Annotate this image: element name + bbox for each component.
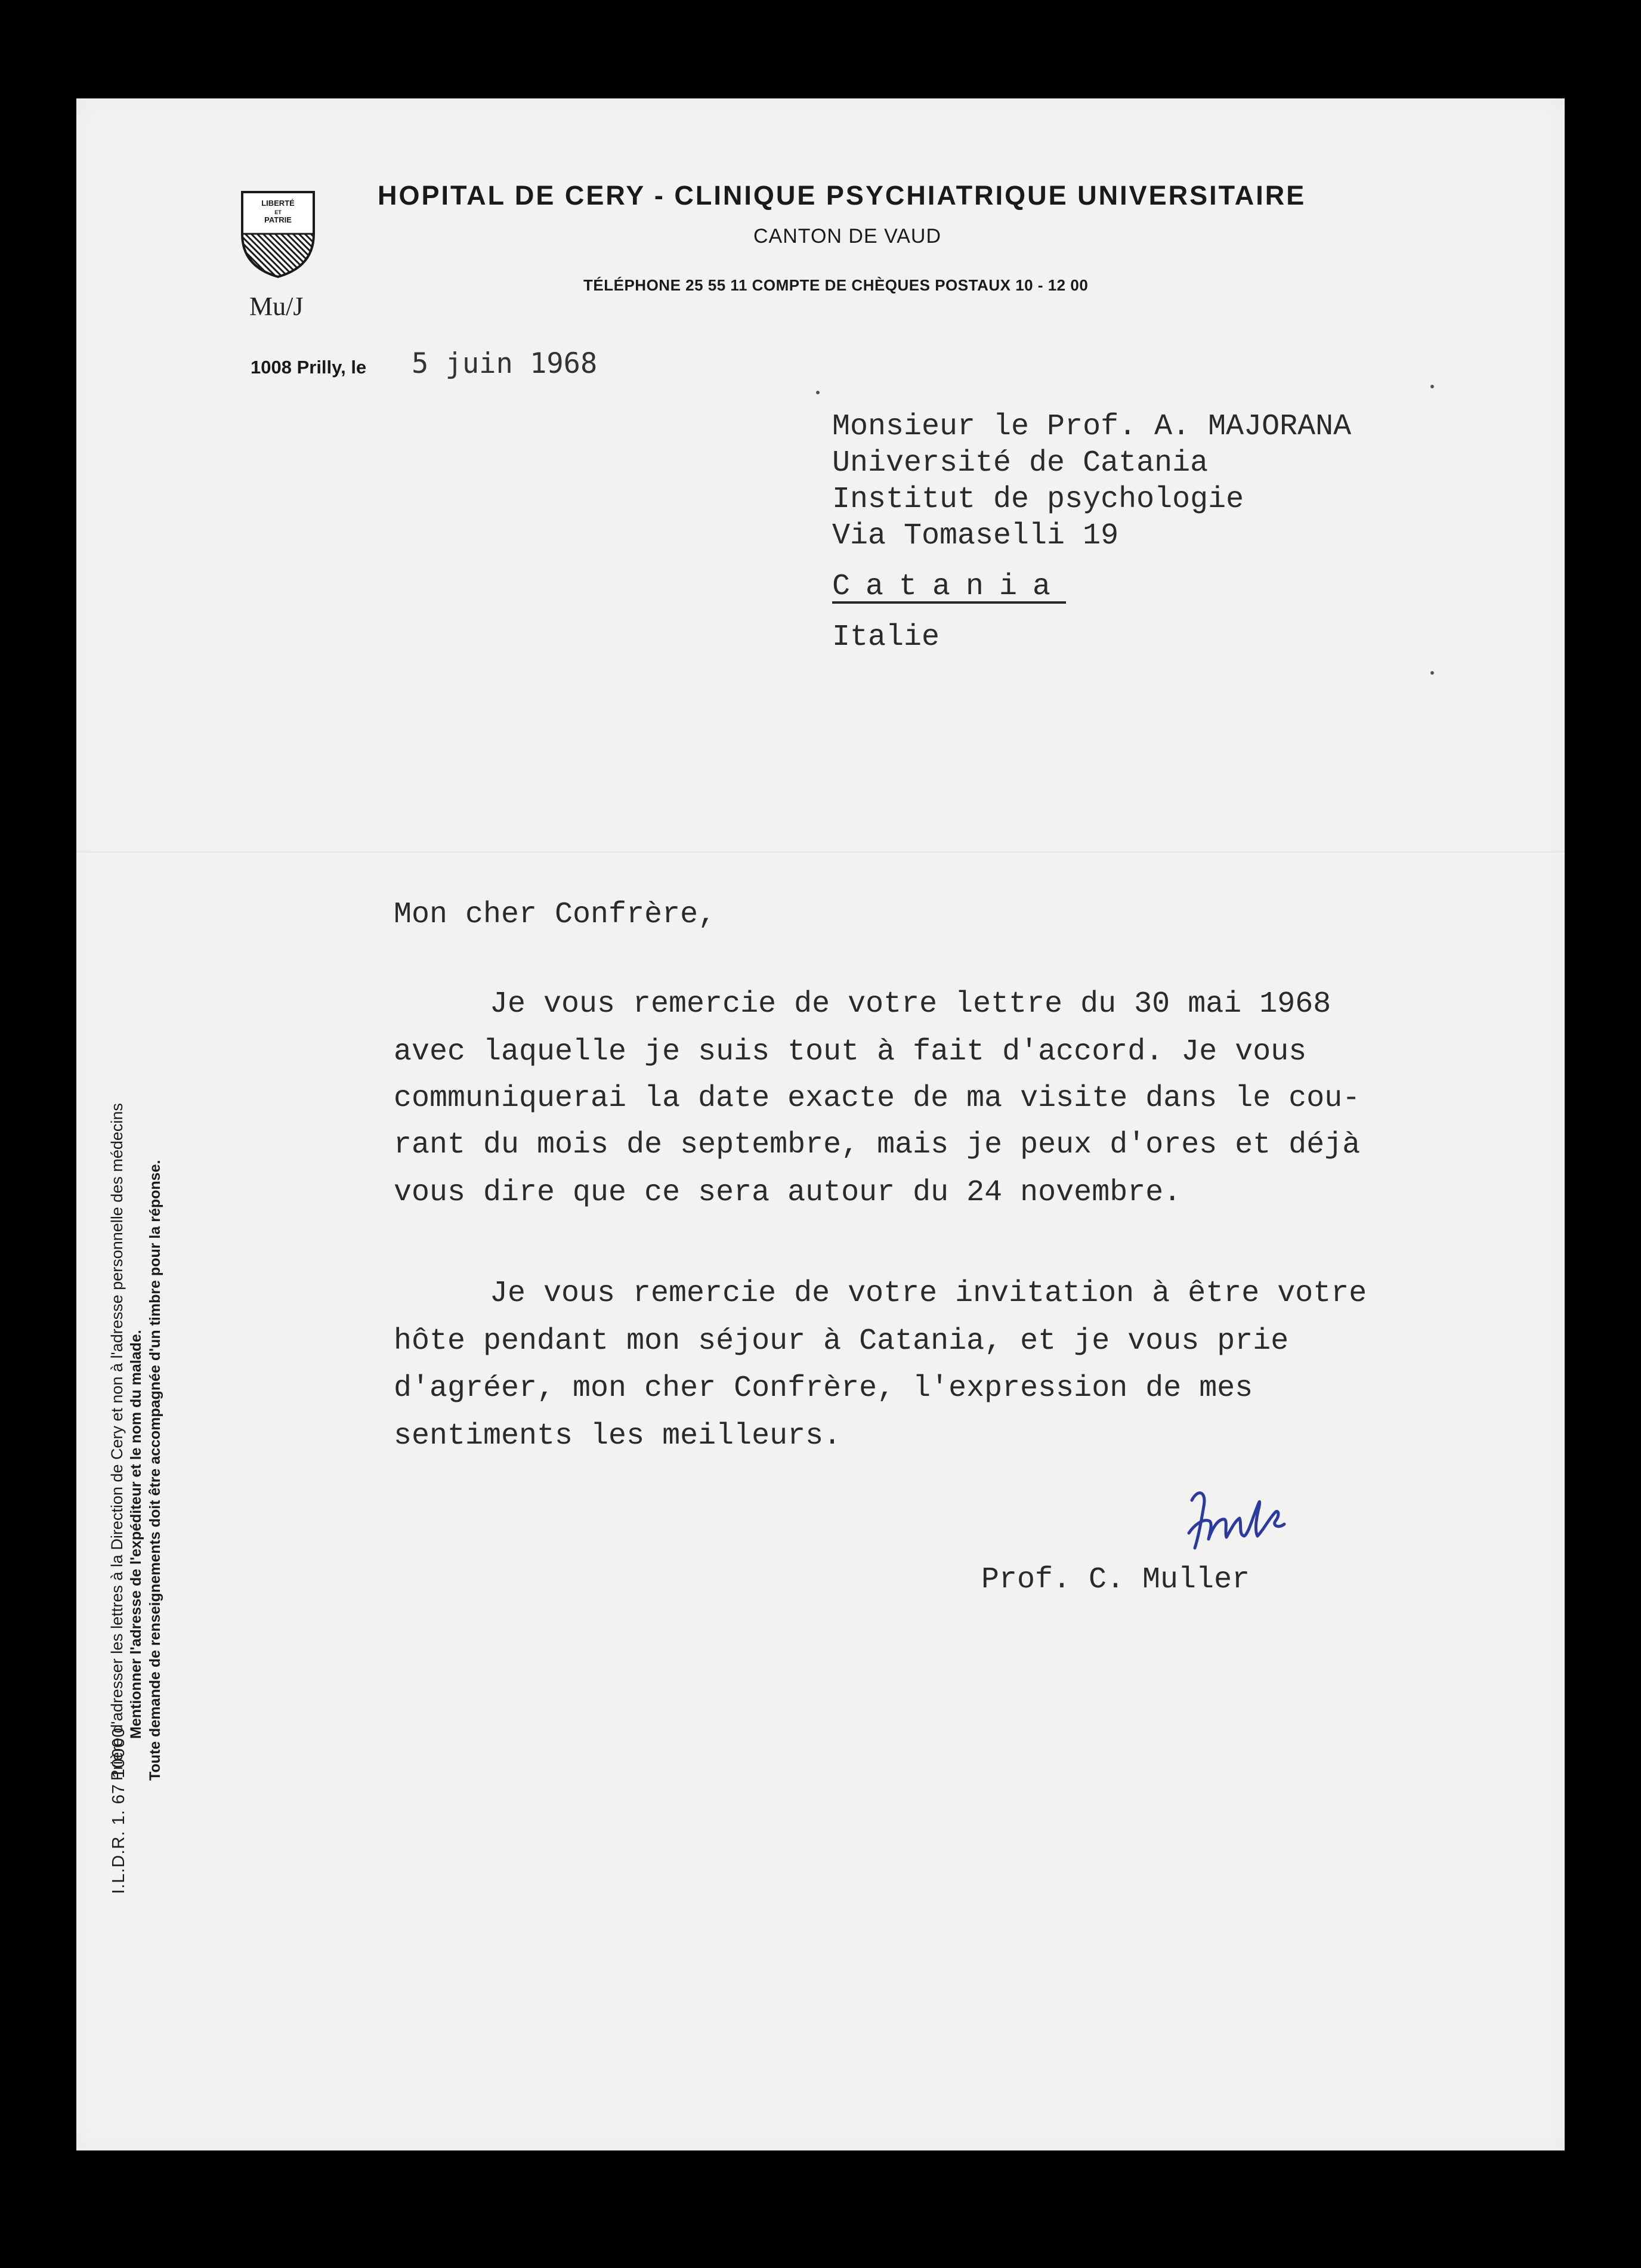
letter-date: 5 juin 1968 bbox=[412, 347, 598, 380]
recipient-line3: Institut de psychologie bbox=[832, 483, 1244, 517]
paragraph1-line1: Je vous remercie de votre lettre du 30 mai 1968 bbox=[490, 987, 1331, 1021]
paragraph2-line2: hôte pendant mon séjour à Catania, et je vous prie bbox=[394, 1324, 1289, 1358]
recipient-city: Catania bbox=[832, 570, 1067, 604]
salutation: Mon cher Confrère, bbox=[394, 898, 716, 932]
vaud-coat-of-arms-icon bbox=[239, 189, 317, 279]
recipient-line1: Monsieur le Prof. A. MAJORANA bbox=[832, 410, 1352, 444]
crest-line1: LIBERTÉ bbox=[261, 199, 295, 208]
paragraph1-line2: avec laquelle je suis tout à fait d'accord. Je vous bbox=[394, 1035, 1307, 1069]
reference-initials: Mu/J bbox=[249, 292, 304, 321]
paragraph2-line3: d'agréer, mon cher Confrère, l'expression de mes bbox=[394, 1371, 1253, 1405]
recipient-line2: Université de Catania bbox=[832, 446, 1209, 480]
paragraph2-line4: sentiments les meilleurs. bbox=[394, 1419, 842, 1453]
paragraph2-line1: Je vous remercie de votre invitation à être votre bbox=[490, 1277, 1367, 1311]
letter-sheet bbox=[76, 98, 1565, 2150]
letterhead-contact: TÉLÉPHONE 25 55 11 COMPTE DE CHÈQUES POSTAUX 10 - 12 00 bbox=[583, 276, 1089, 294]
place-label: 1008 Prilly, le bbox=[251, 357, 367, 378]
paragraph1-line4: rant du mois de septembre, mais je peux d'ores et déjà bbox=[394, 1128, 1361, 1162]
paper-fold bbox=[76, 851, 1565, 854]
signatory-name: Prof. C. Muller bbox=[981, 1563, 1250, 1597]
crest-line2: ET bbox=[274, 209, 282, 215]
letterhead-title: HOPITAL DE CERY - CLINIQUE PSYCHIATRIQUE UNIVERSITAIRE bbox=[378, 180, 1306, 211]
crest-line3: PATRIE bbox=[264, 215, 292, 224]
margin-dot bbox=[1430, 385, 1434, 388]
handwritten-signature bbox=[1180, 1482, 1317, 1554]
letterhead-subtitle: CANTON DE VAUD bbox=[753, 225, 942, 248]
print-code: I.L.D.R. 1. 67 10000 bbox=[109, 1727, 128, 1894]
paragraph1-line3: communiquerai la date exacte de ma visite dans le cou- bbox=[394, 1082, 1361, 1116]
paragraph1-line5: vous dire que ce sera autour du 24 novembre. bbox=[394, 1176, 1182, 1210]
side-note-line2: Mentionner l'adresse de l'expéditeur et le nom du malade. bbox=[128, 1330, 144, 1739]
margin-dot bbox=[1430, 671, 1434, 675]
recipient-line4: Via Tomaselli 19 bbox=[832, 519, 1119, 553]
side-note-line1: Prière d'adresser les lettres à la Direction de Cery et non à l'adresse personnelle des médecins bbox=[108, 1103, 126, 1781]
recipient-country: Italie bbox=[832, 620, 940, 654]
side-note-line3: Toute demande de renseignements doit être accompagnée d'un timbre pour la réponse. bbox=[147, 1160, 163, 1781]
margin-dot bbox=[816, 391, 820, 394]
